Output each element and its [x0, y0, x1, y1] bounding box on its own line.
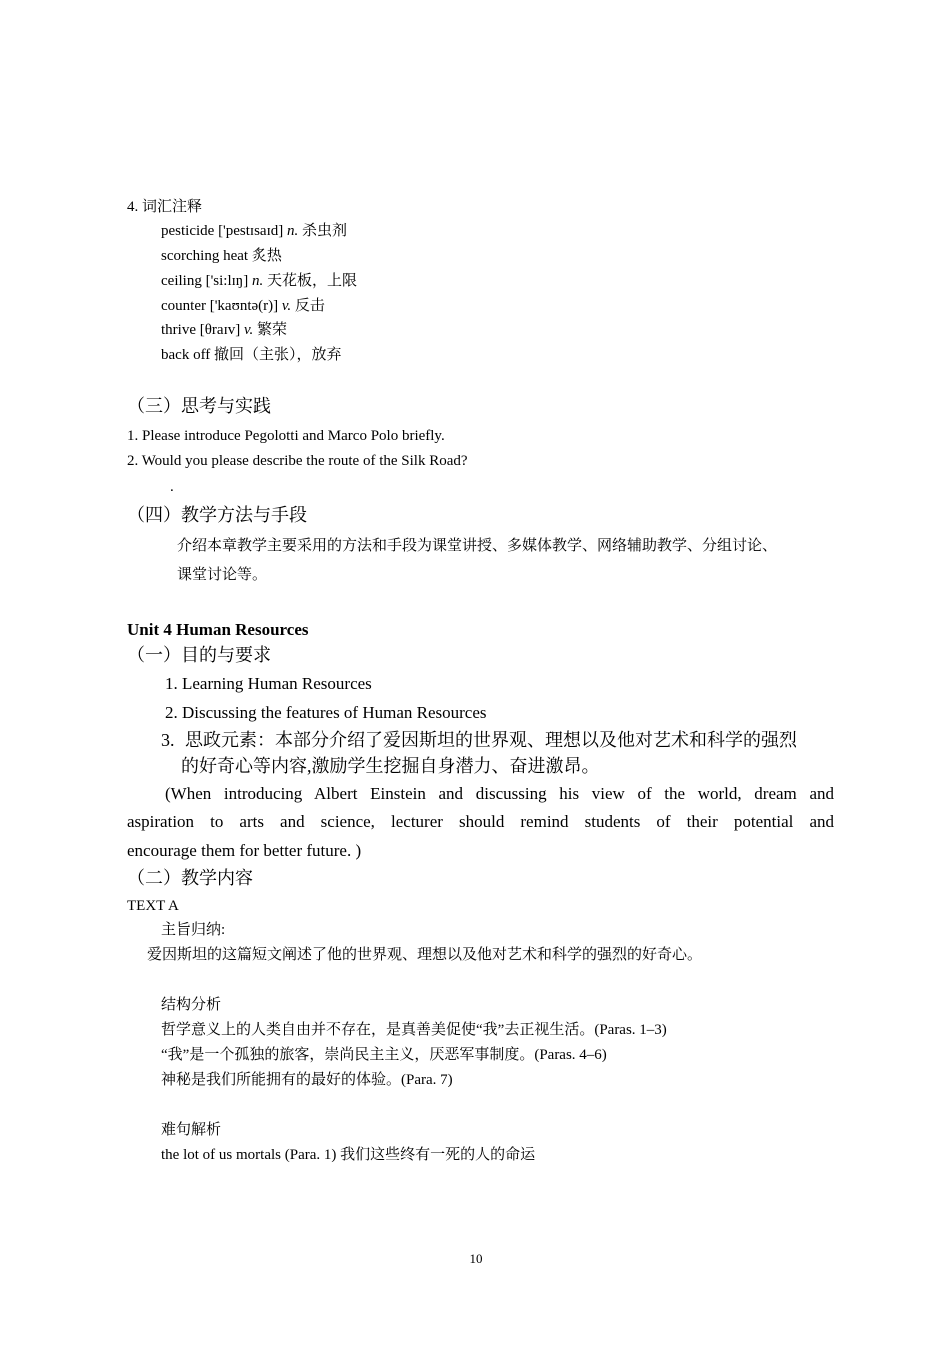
vocab-item: [161, 297, 325, 315]
text-label: TEXT A: [127, 898, 179, 914]
methods-text-line2: 课堂讨论等。: [177, 567, 268, 583]
vocab-heading: 4. 词汇注释: [127, 199, 203, 215]
objective-item-line1: 思政元素：本部分介绍了爱因斯坦的世界观、理想以及他对艺术和科学的强烈: [185, 730, 797, 750]
vocab-meaning: 繁荣: [257, 322, 288, 338]
paragraph-line: encourage them for better future. ): [127, 841, 362, 860]
vocab-meaning: 天花板，上限: [266, 273, 357, 289]
vocab-pos: n.: [287, 223, 299, 239]
page-number: 10: [469, 1251, 483, 1266]
paragraph-line: aspiration to arts and science, lecturer should remind students of their potential and: [127, 812, 834, 831]
vocab-word: back off: [161, 347, 211, 363]
difficult-label: 难句解析: [161, 1122, 222, 1138]
practice-question: 2. Would you please describe the route of the Silk Road?: [127, 453, 468, 469]
methods-text-line1: 介绍本章教学主要采用的方法和手段为课堂讲授、多媒体教学、网络辅助教学、分组讨论、: [177, 538, 778, 554]
vocab-meaning: 撤回（主张），放弃: [214, 347, 342, 363]
methods-heading: （四）教学方法与手段: [127, 505, 307, 525]
objective-item-number: 3.: [161, 730, 175, 750]
vocab-meaning: 反击: [294, 298, 325, 314]
vocab-item: [161, 247, 282, 265]
vocab-item: [161, 222, 347, 240]
vocab-pos: v.: [243, 322, 254, 338]
objectives-heading: （一）目的与要求: [127, 645, 271, 665]
gist-text: 爱因斯坦的这篇短文阐述了他的世界观、理想以及他对艺术和科学的强烈的好奇心。: [147, 947, 703, 963]
vocab-word: thrive [θraɪv]: [161, 322, 241, 338]
structure-label: 结构分析: [161, 997, 222, 1013]
objective-item: 2. Discussing the features of Human Resources: [165, 703, 487, 722]
paragraph-line: (When introducing Albert Einstein and discussing his view of the world, dream and: [165, 784, 834, 803]
vocab-pos: n.: [251, 273, 264, 289]
structure-item: 神秘是我们所能拥有的最好的体验。(Para. 7): [161, 1072, 453, 1088]
difficult-item: the lot of us mortals (Para. 1) 我们这些终有一死的人的命运: [161, 1147, 536, 1163]
vocab-word: scorching heat: [161, 248, 249, 264]
vocab-meaning: 炙热: [251, 248, 282, 264]
vocab-pos: v.: [281, 298, 292, 314]
gist-label: 主旨归纳:: [161, 922, 226, 938]
structure-item: “我”是一个孤独的旅客，崇尚民主主义，厌恶军事制度。(Paras. 4–6): [161, 1047, 607, 1063]
structure-item: 哲学意义上的人类自由并不存在，是真善美促使“我”去正视生活。(Paras. 1–3): [161, 1022, 667, 1038]
vocab-item: [161, 321, 287, 339]
practice-question: 1. Please introduce Pegolotti and Marco Polo briefly.: [127, 428, 445, 444]
vocab-item: [161, 272, 357, 290]
stray-dot: .: [170, 479, 174, 495]
vocab-item: [161, 346, 342, 364]
vocab-word: counter ['kaʊntə(r)]: [161, 298, 279, 314]
vocab-word: pesticide ['pestɪsaɪd]: [161, 223, 284, 239]
content-heading: （二）教学内容: [127, 868, 253, 888]
objective-item: 1. Learning Human Resources: [165, 674, 372, 693]
unit-title: Unit 4 Human Resources: [127, 620, 309, 639]
objective-item-line2: 的好奇心等内容,激励学生挖掘自身潜力、奋进激昂。: [181, 756, 600, 776]
vocab-word: ceiling ['si:lɪŋ]: [161, 273, 249, 289]
practice-heading: （三）思考与实践: [127, 396, 271, 416]
vocab-meaning: 杀虫剂: [302, 223, 348, 239]
